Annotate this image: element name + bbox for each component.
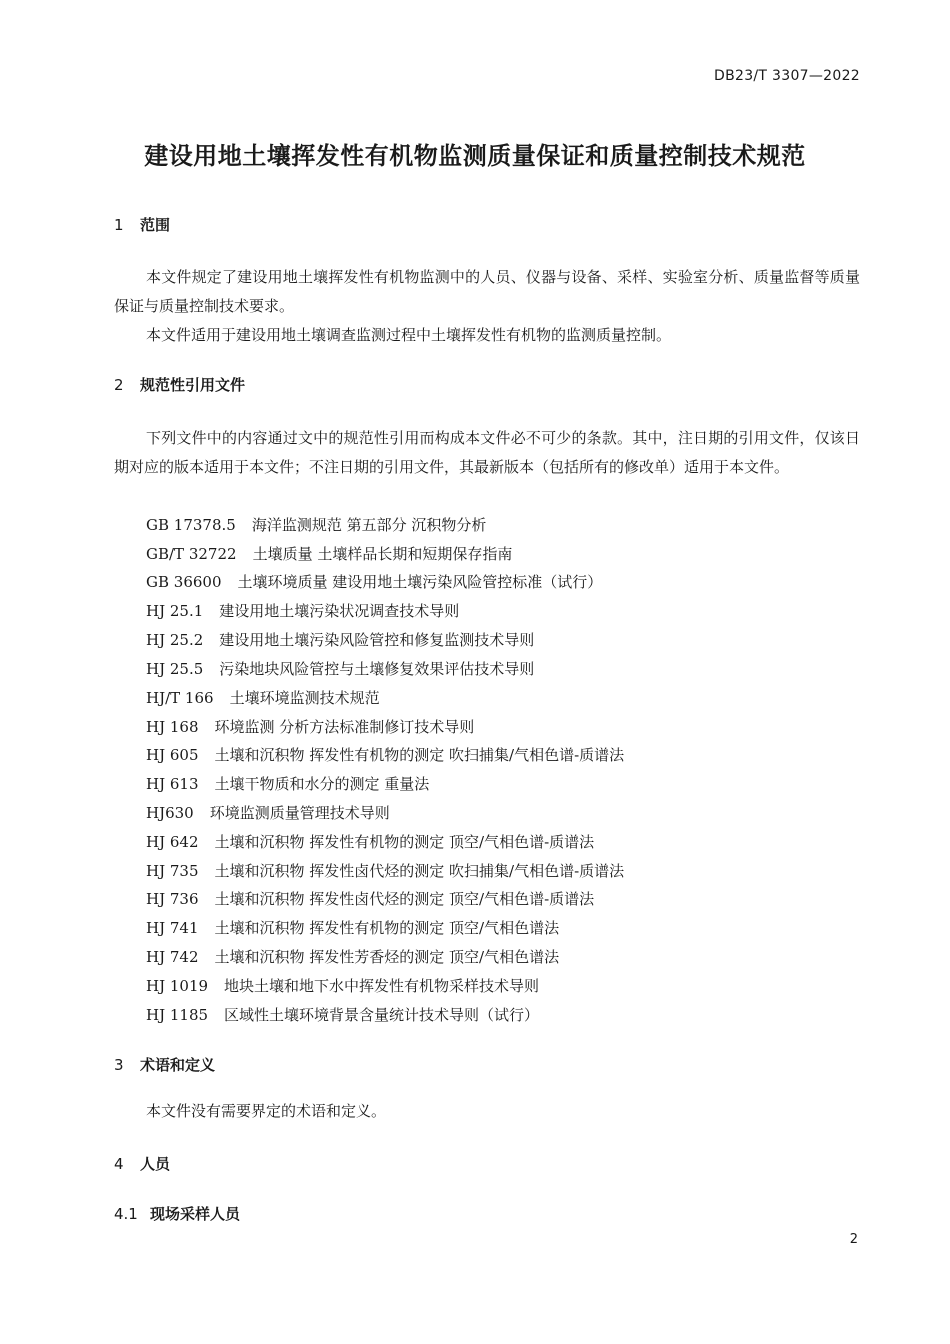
section-title: 规范性引用文件 xyxy=(140,376,246,394)
section-4-1-heading xyxy=(114,1203,240,1224)
page-number: 2 xyxy=(849,1232,858,1247)
scope-paragraph-2: 本文件适用于建设用地土壤调查监测过程中土壤挥发性有机物的监测质量控制。 xyxy=(146,326,672,344)
section-number: 4.1 xyxy=(114,1205,138,1223)
reference-item: HJ 1019 地块土壤和地下水中挥发性有机物采样技术导则 xyxy=(146,977,540,995)
reference-item: HJ/T 166 土壤环境监测技术规范 xyxy=(146,689,380,707)
reference-item: HJ 613 土壤干物质和水分的测定 重量法 xyxy=(146,775,430,793)
section-number: 1 xyxy=(114,216,124,234)
document-title: 建设用地土壤挥发性有机物监测质量保证和质量控制技术规范 xyxy=(144,142,806,170)
reference-item: HJ 736 土壤和沉积物 挥发性卤代烃的测定 顶空/气相色谱-质谱法 xyxy=(146,890,595,908)
reference-item: HJ 25.2 建设用地土壤污染风险管控和修复监测技术导则 xyxy=(146,631,535,649)
document-code: DB23/T 3307—2022 xyxy=(714,68,860,84)
reference-item: HJ 742 土壤和沉积物 挥发性芳香烃的测定 顶空/气相色谱法 xyxy=(146,948,560,966)
section-number: 3 xyxy=(114,1056,124,1074)
section-2-heading xyxy=(114,374,245,395)
section-title: 人员 xyxy=(140,1155,171,1173)
reference-item: HJ 25.1 建设用地土壤污染状况调查技术导则 xyxy=(146,602,460,620)
reference-item: HJ 642 土壤和沉积物 挥发性有机物的测定 顶空/气相色谱-质谱法 xyxy=(146,833,595,851)
reference-item: GB/T 32722 土壤质量 土壤样品长期和短期保存指南 xyxy=(146,545,513,563)
reference-item: GB 36600 土壤环境质量 建设用地土壤污染风险管控标准（试行） xyxy=(146,573,603,591)
section-number: 4 xyxy=(114,1155,124,1173)
terms-paragraph: 本文件没有需要界定的术语和定义。 xyxy=(146,1102,387,1120)
reference-item: HJ 1185 区域性土壤环境背景含量统计技术导则（试行） xyxy=(146,1006,540,1024)
reference-item: HJ 735 土壤和沉积物 挥发性卤代烃的测定 吹扫捕集/气相色谱-质谱法 xyxy=(146,862,625,880)
section-title: 术语和定义 xyxy=(140,1056,216,1074)
section-4-heading xyxy=(114,1153,170,1174)
reference-item: HJ 168 环境监测 分析方法标准制修订技术导则 xyxy=(146,718,475,736)
section-number: 2 xyxy=(114,376,124,394)
section-1-heading xyxy=(114,214,170,235)
reference-item: HJ 25.5 污染地块风险管控与土壤修复效果评估技术导则 xyxy=(146,660,535,678)
section-title: 现场采样人员 xyxy=(150,1205,241,1223)
reference-item: HJ 741 土壤和沉积物 挥发性有机物的测定 顶空/气相色谱法 xyxy=(146,919,560,937)
scope-paragraph-1: 本文件规定了建设用地土壤挥发性有机物监测中的人员、仪器与设备、采样、实验室分析、质量监督等质量保证与质量控制技术要求。 xyxy=(114,268,860,315)
reference-item: GB 17378.5 海洋监测规范 第五部分 沉积物分析 xyxy=(146,516,487,534)
section-3-heading xyxy=(114,1054,215,1075)
references-intro-paragraph: 下列文件中的内容通过文中的规范性引用而构成本文件必不可少的条款。其中，注日期的引用文件，仅该日期对应的版本适用于本文件；不注日期的引用文件，其最新版本（包括所有的修改单）适用于本文件。 xyxy=(114,429,860,476)
section-title: 范围 xyxy=(140,216,171,234)
reference-item: HJ630 环境监测质量管理技术导则 xyxy=(146,804,390,822)
reference-item: HJ 605 土壤和沉积物 挥发性有机物的测定 吹扫捕集/气相色谱-质谱法 xyxy=(146,746,625,764)
